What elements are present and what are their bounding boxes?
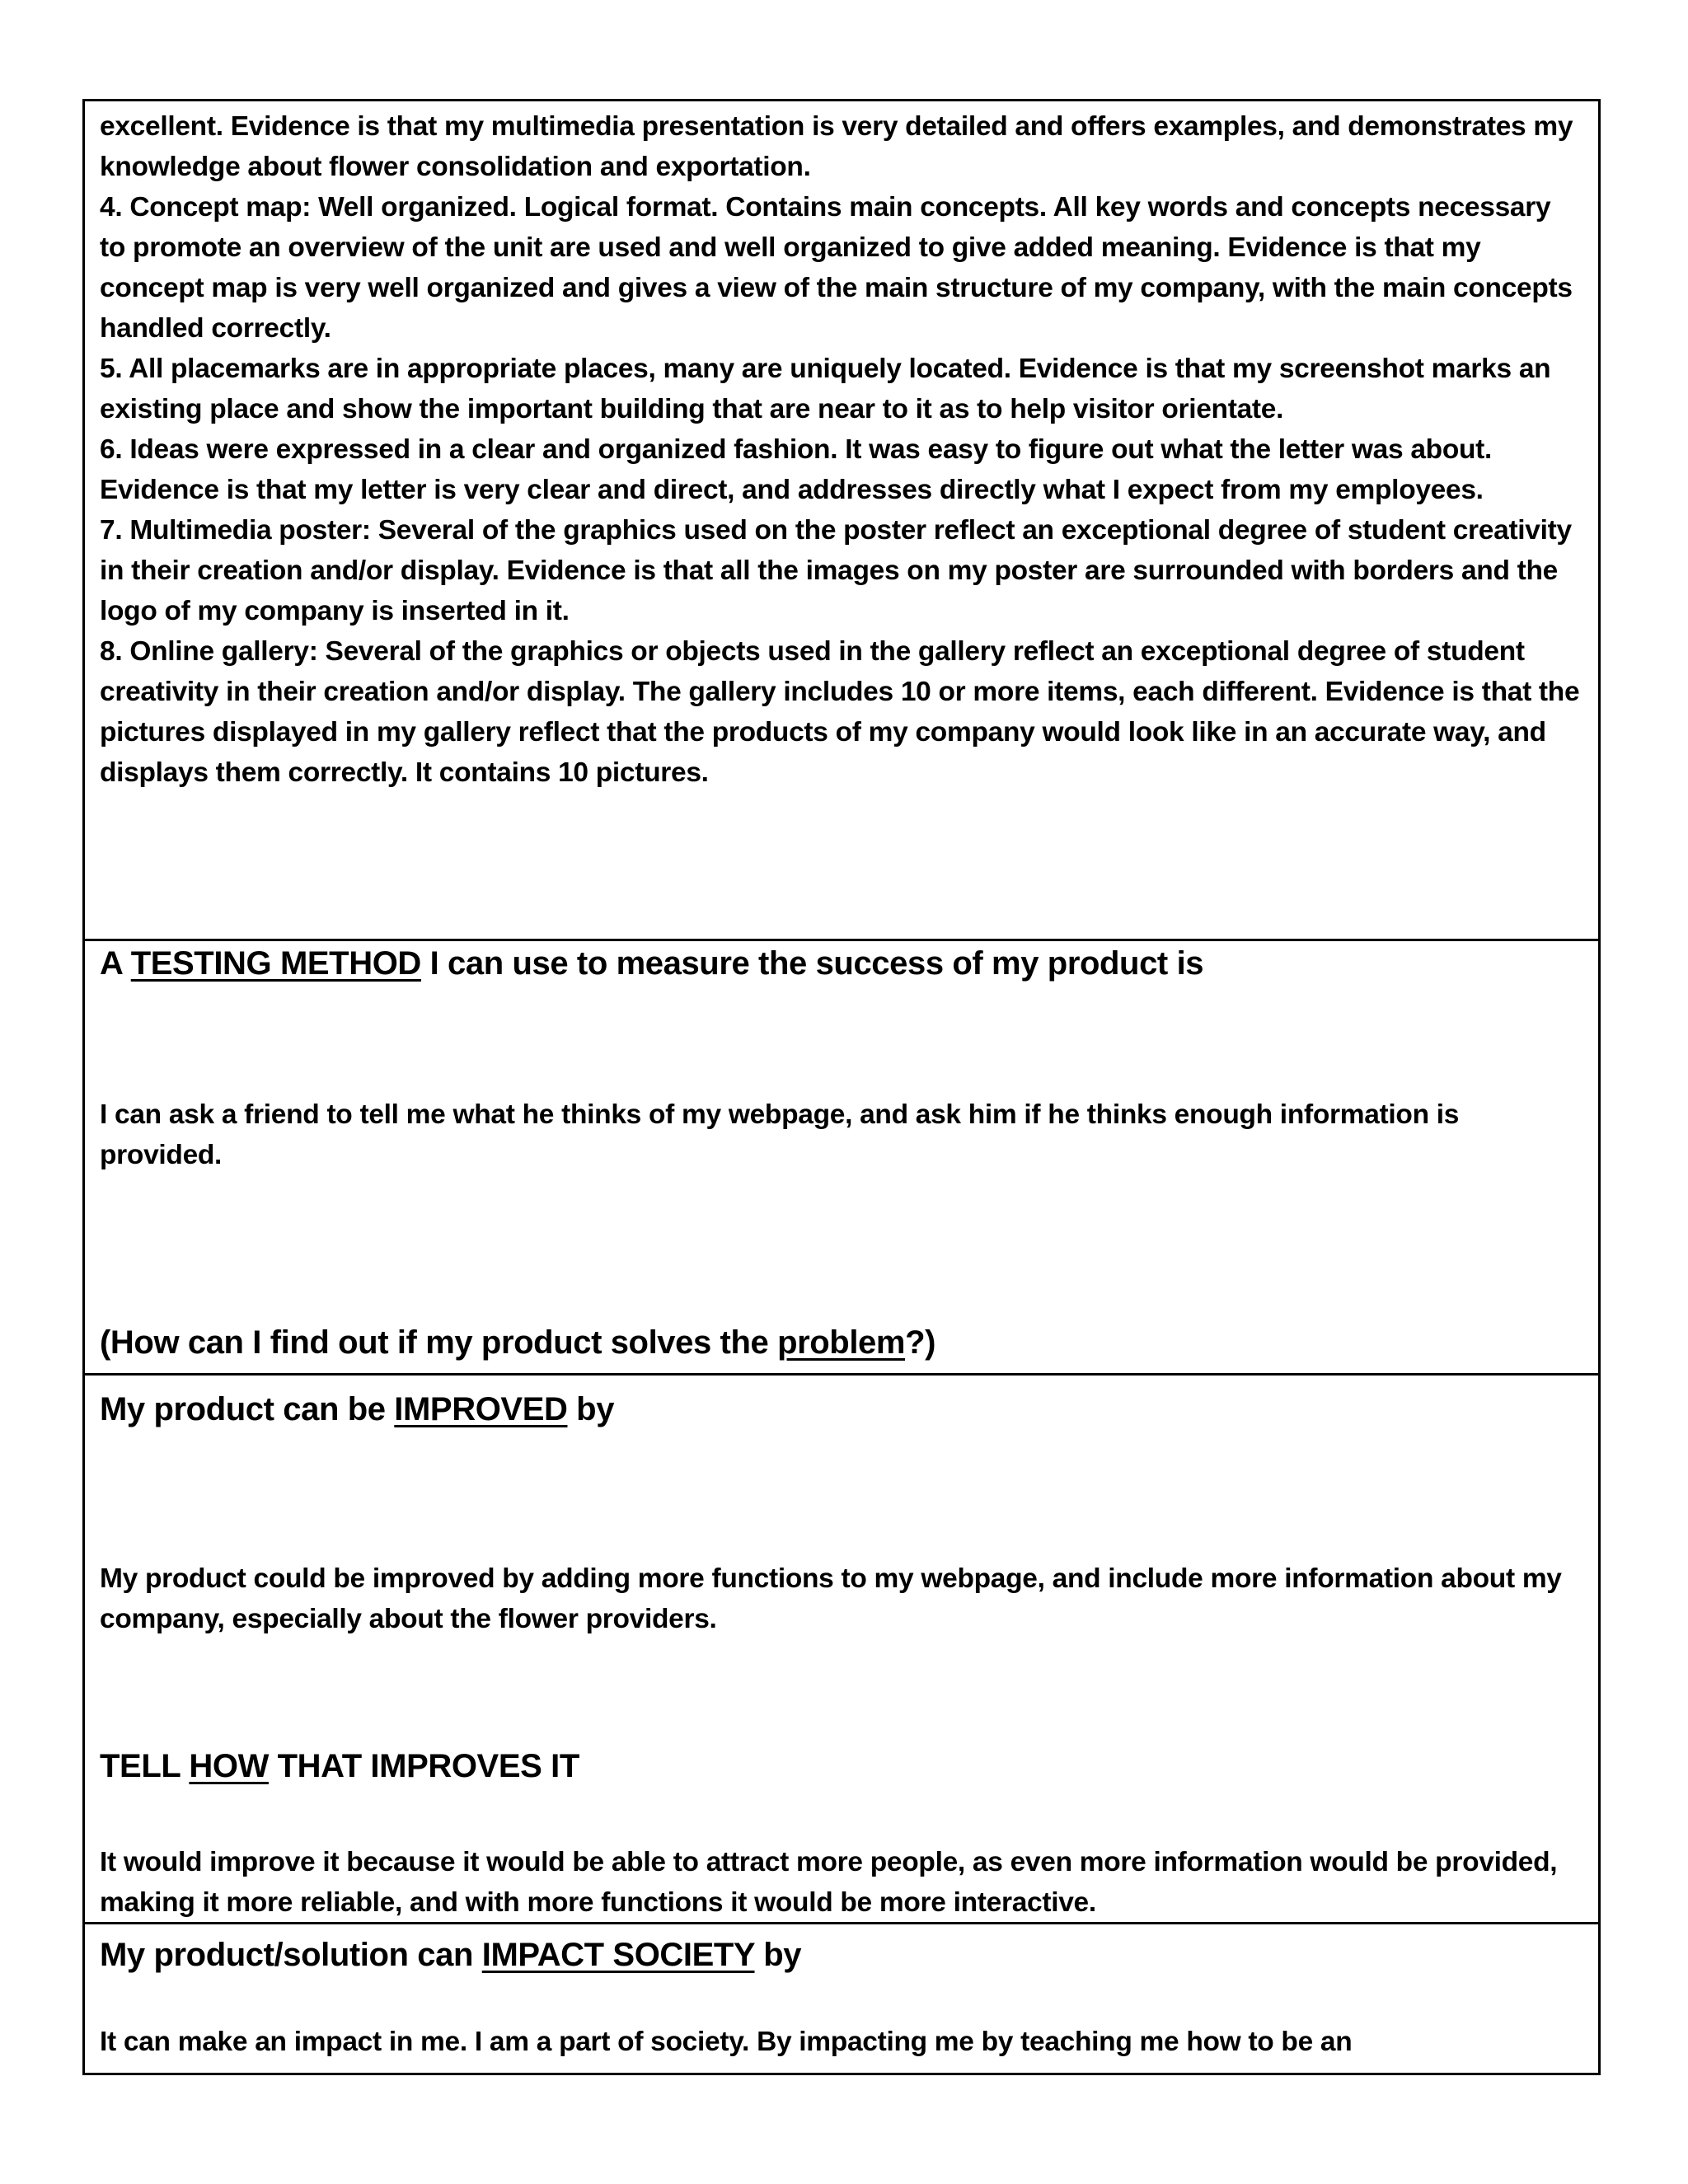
criteria-paragraph-4: 4. Concept map: Well organized. Logical format. Contains main concepts. All key words and concepts necessary to promote an overview of the unit are used and well organized to give added meaning. Evidence is that my concept map is very well organized and gives a view of the main structure of my company, with the main concepts handled correctly. <box>100 192 1573 344</box>
how-heading-prefix: TELL <box>100 1748 190 1784</box>
impact-heading <box>100 1933 1583 1977</box>
improved-heading-emphasis: IMPROVED <box>394 1391 568 1427</box>
impact-heading-prefix: My product/solution can <box>100 1937 482 1973</box>
improved-heading-prefix: My product can be <box>100 1391 395 1427</box>
improves-how-heading <box>100 1744 1583 1788</box>
testing-heading-emphasis: TESTING METHOD <box>130 945 421 982</box>
criteria-evidence-cell <box>85 101 1598 939</box>
testing-question <box>100 1320 1583 1365</box>
testing-method-cell <box>85 939 1598 1373</box>
impact-answer: It can make an impact in me. I am a part of society. By impacting me by teaching me how to be an <box>100 2027 1353 2057</box>
improved-heading <box>100 1387 1583 1432</box>
impact-heading-suffix: by <box>754 1937 802 1973</box>
impact-society-cell <box>85 1922 1598 2073</box>
worksheet-table <box>82 99 1601 2075</box>
improved-answer: My product could be improved by adding more functions to my webpage, and include more information about my company, especially about the flower providers. <box>100 1563 1562 1634</box>
improves-how-answer: It would improve it because it would be able to attract more people, as even more information would be provided, making it more reliable, and with more functions it would be more interactive. <box>100 1847 1558 1918</box>
criteria-paragraph-7: 7. Multimedia poster: Several of the graphics used on the poster reflect an exceptional degree of student creativity in their creation and/or display. Evidence is that all the images on my poster are surrounded with borders and the logo of my company is inserted in it. <box>100 515 1572 626</box>
testing-heading-suffix: I can use to measure the success of my product is <box>420 945 1204 982</box>
criteria-paragraph-3: excellent. Evidence is that my multimedia presentation is very detailed and offers examples, and demonstrates my knowledge about flower consolidation and exportation. <box>100 111 1573 182</box>
criteria-paragraph-5: 5. All placemarks are in appropriate places, many are uniquely located. Evidence is that my screenshot marks an existing place and show the important building that are near to it as to help visitor orientate. <box>100 354 1551 424</box>
criteria-paragraph-6: 6. Ideas were expressed in a clear and organized fashion. It was easy to figure out what the letter was about. Evidence is that my letter is very clear and direct, and addresses directly what I expect from my employees. <box>100 434 1493 505</box>
impact-heading-emphasis: IMPACT SOCIETY <box>481 1937 755 1973</box>
how-heading-emphasis: HOW <box>189 1748 269 1784</box>
testing-method-answer: I can ask a friend to tell me what he thinks of my webpage, and ask him if he thinks enough information is provided. <box>100 1099 1460 1170</box>
improved-heading-suffix: by <box>567 1391 615 1427</box>
improved-cell <box>85 1373 1598 1922</box>
testing-question-suffix: ?) <box>905 1324 936 1361</box>
how-heading-suffix: THAT IMPROVES IT <box>268 1748 579 1784</box>
testing-question-prefix: (How can I find out if my product solves the <box>100 1324 778 1361</box>
testing-question-emphasis: problem <box>777 1324 906 1361</box>
testing-method-heading <box>100 941 1583 986</box>
testing-heading-prefix: A <box>100 945 131 982</box>
criteria-paragraph-8: 8. Online gallery: Several of the graphics or objects used in the gallery reflect an exceptional degree of student creativity in their creation and/or display. The gallery includes 10 or more items, each different. Evidence is that the pictures displayed in my gallery reflect that the products of my company would look like in an accurate way, and displays them correctly. It contains 10 pictures. <box>100 636 1580 788</box>
